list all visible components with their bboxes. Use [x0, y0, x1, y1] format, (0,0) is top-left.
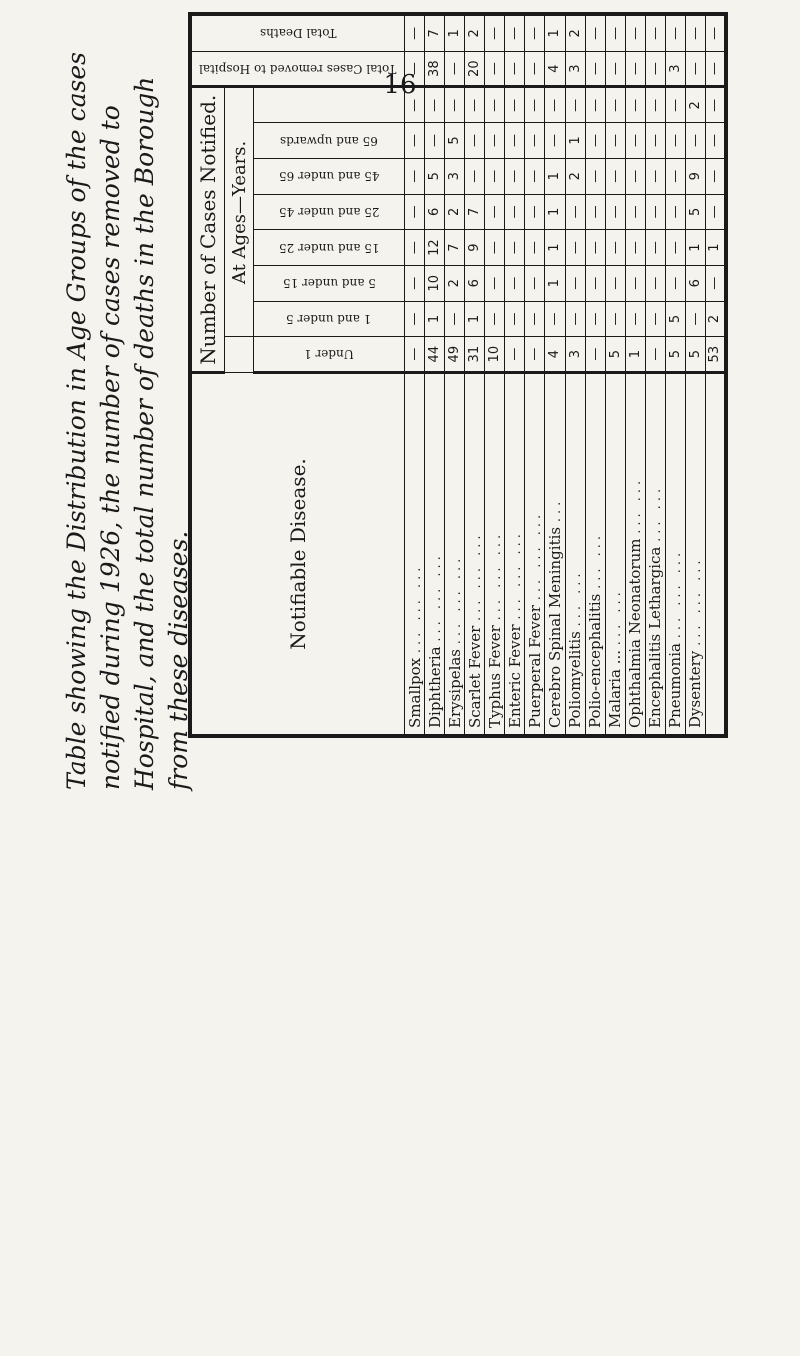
count-cell: —: [525, 123, 545, 159]
count-cell: 5: [425, 158, 445, 194]
count-cell: 3: [565, 337, 585, 373]
table-row: [425, 16, 445, 735]
count-cell: 6: [465, 265, 485, 301]
deaths-cell: 2: [465, 16, 485, 52]
count-cell: —: [665, 265, 685, 301]
count-cell: —: [545, 87, 565, 123]
count-cell: —: [425, 87, 445, 123]
disease-name: Pneumonia: [666, 643, 685, 728]
deaths-cell: —: [685, 16, 705, 52]
table-row: [605, 16, 625, 735]
count-cell: —: [405, 158, 425, 194]
count-cell: —: [585, 158, 605, 194]
leader-dots: ... ... ...: [448, 554, 464, 645]
disease-name-cell: [705, 373, 724, 735]
deaths-cell: 7: [425, 16, 445, 52]
count-cell: 1: [545, 230, 565, 266]
count-cell: —: [565, 230, 585, 266]
count-cell: 7: [445, 230, 465, 266]
leader-dots: ... ... ...: [468, 531, 484, 621]
count-cell: 5: [445, 123, 465, 159]
count-cell: —: [605, 230, 625, 266]
age-group-header: [254, 301, 405, 337]
count-cell: —: [685, 123, 705, 159]
count-cell: —: [485, 230, 505, 266]
removed-cell: —: [605, 51, 625, 87]
count-cell: 1: [465, 301, 485, 337]
count-cell: —: [525, 194, 545, 230]
count-cell: 2: [445, 265, 465, 301]
table-row: [505, 16, 525, 735]
count-cell: —: [585, 123, 605, 159]
deaths-cell: —: [605, 16, 625, 52]
count-cell: 53: [705, 337, 724, 373]
disease-name-cell: [605, 373, 625, 735]
count-cell: —: [405, 123, 425, 159]
count-cell: —: [605, 123, 625, 159]
count-cell: 6: [685, 265, 705, 301]
table-row: [405, 16, 425, 735]
count-cell: —: [645, 301, 665, 337]
leader-dots: ... ...: [589, 531, 605, 589]
leader-dots: ... ...: [649, 484, 665, 542]
count-cell: —: [405, 230, 425, 266]
count-cell: 1: [685, 230, 705, 266]
count-cell: —: [705, 123, 724, 159]
count-cell: —: [405, 265, 425, 301]
removed-cell: —: [405, 51, 425, 87]
disease-name: Typhus Fever: [485, 625, 504, 728]
deaths-cell: —: [405, 16, 425, 52]
disease-name: Ophthalmia Neonatorum: [626, 538, 645, 728]
disease-name-cell: [565, 373, 585, 735]
count-cell: —: [445, 301, 465, 337]
count-cell: —: [405, 194, 425, 230]
table-caption: Table showing the Distribution in Age Groups of the cases notified during 1926, the number of cases removed to Hospital, and the total number of deaths in the Borough from these diseases.: [62, 51, 193, 790]
count-cell: —: [705, 265, 724, 301]
disease-name: Puerperal Fever: [525, 605, 544, 728]
count-cell: 1: [545, 265, 565, 301]
count-cell: 9: [685, 158, 705, 194]
count-cell: 1: [705, 230, 724, 266]
count-cell: —: [505, 230, 525, 266]
disease-name-cell: [445, 373, 465, 735]
count-cell: 49: [445, 337, 465, 373]
count-cell: —: [585, 194, 605, 230]
count-cell: —: [405, 337, 425, 373]
table-body: [405, 16, 725, 735]
count-cell: 2: [685, 87, 705, 123]
age-group-header: [254, 123, 405, 159]
deaths-header-text: Total Deaths: [259, 26, 337, 41]
count-cell: —: [505, 87, 525, 123]
deaths-cell: —: [485, 16, 505, 52]
age-group-header: [254, 158, 405, 194]
count-cell: —: [605, 194, 625, 230]
table-row: [485, 16, 505, 735]
count-cell: —: [605, 87, 625, 123]
disease-name-cell: [465, 373, 485, 735]
count-cell: 9: [465, 230, 485, 266]
leader-dots: ... ... ...: [689, 556, 705, 646]
count-cell: 1: [625, 337, 645, 373]
count-cell: —: [485, 265, 505, 301]
removed-cell: 3: [565, 51, 585, 87]
removed-cell: —: [585, 51, 605, 87]
disease-name-cell: [525, 373, 545, 735]
removed-header: [192, 51, 405, 87]
count-cell: —: [645, 194, 665, 230]
count-cell: —: [565, 265, 585, 301]
count-cell: —: [565, 301, 585, 337]
at-ages-header: At Ages—Years.: [225, 87, 254, 337]
count-cell: —: [565, 87, 585, 123]
disease-name: Enteric Fever: [505, 624, 524, 728]
disease-name: Smallpox: [405, 657, 424, 728]
count-cell: —: [625, 265, 645, 301]
count-cell: —: [585, 337, 605, 373]
count-cell: 5: [605, 337, 625, 373]
deaths-cell: 1: [545, 16, 565, 52]
count-cell: 1: [545, 158, 565, 194]
age-group-header: [254, 230, 405, 266]
count-cell: —: [625, 301, 645, 337]
removed-header-text: Total Cases removed to Hospital: [199, 61, 397, 76]
count-cell: —: [525, 337, 545, 373]
deaths-cell: —: [505, 16, 525, 52]
removed-cell: —: [485, 51, 505, 87]
table-row: [445, 16, 465, 735]
number-notified-header: Number of Cases Notified.: [192, 87, 225, 373]
disease-table: [191, 15, 725, 735]
count-cell: —: [405, 301, 425, 337]
count-cell: —: [505, 265, 525, 301]
disease-name: Malaria ...: [606, 649, 625, 728]
count-cell: —: [625, 230, 645, 266]
page-number: 16: [383, 70, 417, 100]
disease-header: Notifiable Disease.: [192, 373, 405, 735]
disease-name-cell: [545, 373, 565, 735]
disease-name: Poliomyelitis: [566, 631, 585, 728]
count-cell: —: [605, 265, 625, 301]
count-cell: —: [625, 123, 645, 159]
disease-name-cell: [405, 373, 425, 735]
disease-name-cell: [665, 373, 685, 735]
disease-name: Erysipelas: [445, 648, 464, 728]
table-frame: [188, 12, 728, 738]
disease-name: Encephalitis Lethargica: [646, 546, 665, 728]
count-cell: —: [605, 158, 625, 194]
deaths-cell: 1: [445, 16, 465, 52]
removed-cell: —: [645, 51, 665, 87]
count-cell: —: [485, 87, 505, 123]
count-cell: 3: [445, 158, 465, 194]
deaths-cell: —: [705, 16, 724, 52]
count-cell: —: [645, 265, 665, 301]
count-cell: —: [585, 265, 605, 301]
count-cell: —: [565, 194, 585, 230]
disease-name: Diphtheria: [425, 646, 444, 728]
count-cell: —: [545, 301, 565, 337]
count-cell: —: [525, 87, 545, 123]
count-cell: 44: [425, 337, 445, 373]
leader-dots: ... ... ...: [408, 563, 424, 654]
removed-cell: —: [505, 51, 525, 87]
count-cell: —: [705, 194, 724, 230]
count-cell: 6: [425, 194, 445, 230]
count-cell: —: [605, 301, 625, 337]
disease-name: Cerebro Spinal Meningitis: [545, 526, 564, 728]
removed-cell: 4: [545, 51, 565, 87]
age-group-label: 45 and under 65: [278, 169, 380, 184]
count-cell: 2: [445, 194, 465, 230]
count-cell: —: [665, 123, 685, 159]
table-row: [645, 16, 665, 735]
table-row: [465, 16, 485, 735]
count-cell: —: [485, 194, 505, 230]
count-cell: 1: [565, 123, 585, 159]
deaths-cell: —: [625, 16, 645, 52]
age-group-label: 15 and under 25: [278, 240, 380, 255]
leader-dots: ... ...: [629, 476, 645, 534]
count-cell: —: [525, 301, 545, 337]
disease-name-cell: [625, 373, 645, 735]
age-group-label: 25 and under 45: [278, 204, 380, 219]
leader-dots: ... ... ...: [428, 552, 444, 642]
count-cell: 5: [665, 337, 685, 373]
count-cell: —: [645, 87, 665, 123]
disease-name: Scarlet Fever: [465, 625, 484, 728]
count-cell: —: [485, 123, 505, 159]
count-cell: —: [585, 87, 605, 123]
removed-cell: 3: [665, 51, 685, 87]
removed-cell: —: [705, 51, 724, 87]
disease-name: Polio-encephalitis: [586, 593, 605, 728]
count-cell: 7: [465, 194, 485, 230]
disease-name-cell: [585, 373, 605, 735]
removed-cell: —: [445, 51, 465, 87]
count-cell: 10: [425, 265, 445, 301]
table-row: [625, 16, 645, 735]
disease-name-cell: [685, 373, 705, 735]
count-cell: —: [505, 158, 525, 194]
removed-cell: 38: [425, 51, 445, 87]
count-cell: —: [625, 194, 645, 230]
count-cell: —: [445, 87, 465, 123]
count-cell: —: [505, 123, 525, 159]
leader-dots: ... ...: [569, 569, 585, 627]
count-cell: —: [585, 230, 605, 266]
table-row: [585, 16, 605, 735]
disease-name-cell: [505, 373, 525, 735]
disease-name-cell: [485, 373, 505, 735]
count-cell: —: [465, 158, 485, 194]
count-cell: —: [645, 158, 665, 194]
count-cell: —: [665, 194, 685, 230]
blank-header: [225, 337, 254, 373]
count-cell: —: [705, 87, 724, 123]
age-group-header: [254, 337, 405, 373]
deaths-cell: 2: [565, 16, 585, 52]
count-cell: —: [465, 87, 485, 123]
table-row: [685, 16, 705, 735]
count-cell: —: [665, 87, 685, 123]
table-row: [565, 16, 585, 735]
count-cell: —: [485, 301, 505, 337]
count-cell: 5: [665, 301, 685, 337]
count-cell: 10: [485, 337, 505, 373]
age-group-label: 65 and upwards: [280, 133, 378, 148]
deaths-cell: —: [665, 16, 685, 52]
count-cell: —: [505, 301, 525, 337]
count-cell: 4: [545, 337, 565, 373]
leader-dots: ... ... ...: [669, 548, 685, 639]
deaths-header: [192, 16, 405, 52]
leader-dots: ...: [548, 497, 564, 523]
count-cell: 5: [685, 194, 705, 230]
count-cell: —: [685, 301, 705, 337]
count-cell: 1: [545, 194, 565, 230]
age-group-header: [254, 194, 405, 230]
age-group-label: 5 and under 15: [282, 276, 376, 291]
count-cell: —: [545, 123, 565, 159]
table-row: [525, 16, 545, 735]
disease-name-cell: [645, 373, 665, 735]
age-group-label: 1 and under 5: [286, 311, 372, 326]
table-row: [545, 16, 565, 735]
leader-dots: ... ... ...: [488, 530, 504, 621]
count-cell: —: [465, 123, 485, 159]
count-cell: —: [625, 158, 645, 194]
count-cell: —: [665, 158, 685, 194]
count-cell: 2: [705, 301, 724, 337]
removed-cell: —: [625, 51, 645, 87]
removed-cell: 20: [465, 51, 485, 87]
count-cell: —: [525, 230, 545, 266]
count-cell: —: [645, 230, 665, 266]
table-row: [665, 16, 685, 735]
count-cell: —: [585, 301, 605, 337]
removed-cell: —: [525, 51, 545, 87]
deaths-cell: —: [525, 16, 545, 52]
count-cell: 12: [425, 230, 445, 266]
count-cell: —: [705, 158, 724, 194]
table-row: [705, 16, 724, 735]
count-cell: 1: [425, 301, 445, 337]
count-cell: —: [525, 158, 545, 194]
count-cell: —: [505, 337, 525, 373]
count-cell: 2: [565, 158, 585, 194]
leader-dots: ... ...: [609, 588, 625, 646]
count-cell: —: [405, 87, 425, 123]
count-cell: —: [625, 87, 645, 123]
count-cell: —: [485, 158, 505, 194]
deaths-cell: —: [645, 16, 665, 52]
count-cell: —: [645, 337, 665, 373]
count-cell: 5: [685, 337, 705, 373]
disease-name-cell: [425, 373, 445, 735]
deaths-cell: —: [585, 16, 605, 52]
leader-dots: ... ... ...: [508, 530, 524, 620]
count-cell: —: [505, 194, 525, 230]
removed-cell: —: [685, 51, 705, 87]
count-cell: —: [665, 230, 685, 266]
count-cell: —: [645, 123, 665, 159]
age-group-header: [254, 265, 405, 301]
disease-name: Dysentery: [686, 650, 705, 728]
age-group-label: Under 1: [304, 347, 354, 362]
count-cell: —: [425, 123, 445, 159]
leader-dots: ... ... ...: [528, 510, 544, 601]
count-cell: 31: [465, 337, 485, 373]
rotated-content: [40, 10, 785, 1350]
count-cell: —: [525, 265, 545, 301]
